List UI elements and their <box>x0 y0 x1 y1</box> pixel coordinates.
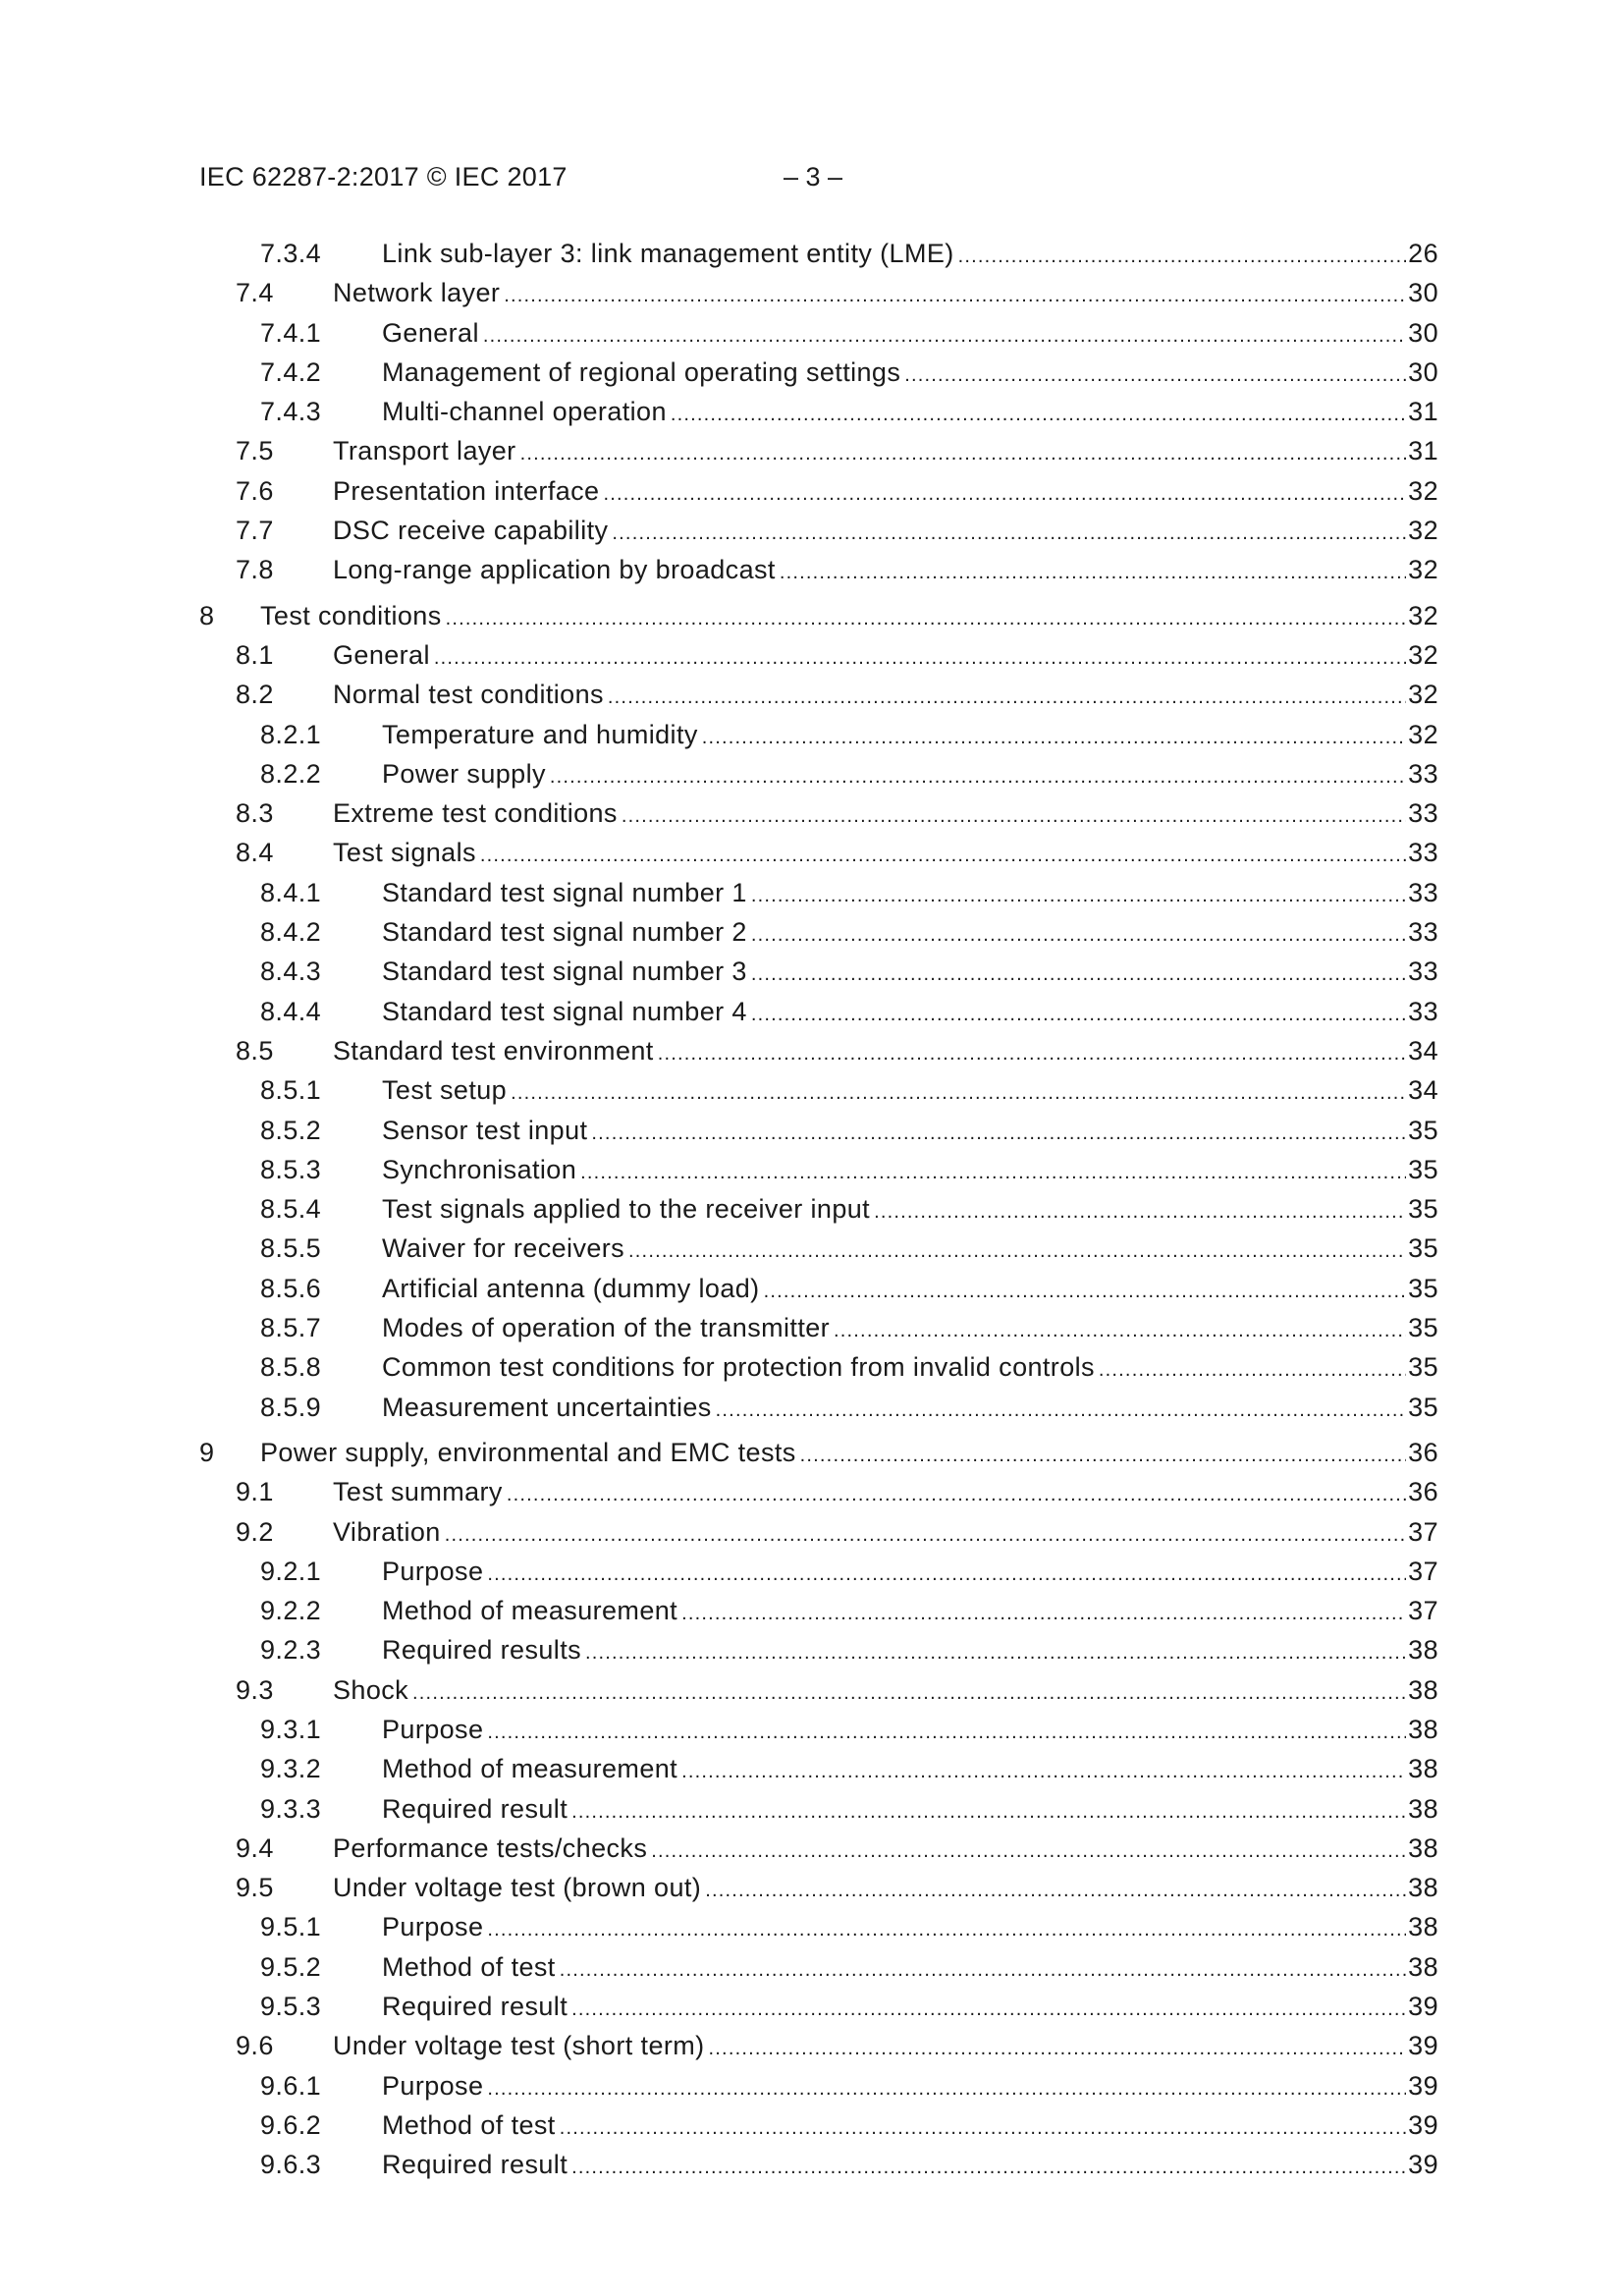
toc-entry[interactable] <box>199 675 1438 714</box>
toc-entry[interactable] <box>199 1388 1438 1427</box>
dot-leader <box>603 474 1406 514</box>
page-header <box>199 157 1436 196</box>
dot-leader <box>681 1752 1406 1791</box>
toc-entry-title: Method of test <box>382 1951 556 1982</box>
dot-leader <box>709 2029 1407 2068</box>
toc-entry-title: Performance tests/checks <box>333 1832 648 1863</box>
toc-entry-number: 8.2.1 <box>260 719 322 749</box>
toc-entry-number: 8.2 <box>236 680 274 710</box>
toc-entry-number: 8.5.1 <box>260 1075 322 1106</box>
toc-entry-title: Vibration <box>333 1516 441 1547</box>
toc-entry-number: 8.5.9 <box>260 1392 322 1422</box>
toc-entry-page: 33 <box>1408 798 1438 829</box>
toc-entry[interactable] <box>199 833 1438 872</box>
dot-leader <box>571 2148 1406 2187</box>
dot-leader <box>580 1153 1406 1192</box>
toc-entry-title: Test signals <box>333 838 476 868</box>
toc-entry-title: Multi-channel operation <box>382 397 667 427</box>
dot-leader <box>705 1871 1406 1910</box>
toc-entry[interactable] <box>199 873 1438 912</box>
toc-entry[interactable] <box>199 2105 1438 2145</box>
dot-leader <box>612 514 1406 553</box>
toc-entry-number: 8.5.5 <box>260 1233 322 1264</box>
toc-entry-page: 36 <box>1408 1477 1438 1507</box>
dot-leader <box>622 796 1406 836</box>
document-identifier: IEC 62287-2:2017 © IEC 2017 <box>199 162 568 191</box>
toc-entry[interactable] <box>199 1150 1438 1189</box>
toc-entry-number: 9.3.2 <box>260 1754 322 1784</box>
toc-entry-title: General <box>382 317 479 348</box>
toc-entry-page: 36 <box>1408 1437 1438 1467</box>
toc-entry-title: Management of regional operating settings <box>382 356 901 387</box>
toc-entry-title: Purpose <box>382 1912 484 1942</box>
toc-entry-page: 35 <box>1408 1115 1438 1145</box>
toc-entry[interactable] <box>199 1189 1438 1229</box>
toc-entry-page: 37 <box>1408 1556 1438 1586</box>
dot-leader <box>671 395 1406 434</box>
toc-entry-page: 37 <box>1408 1516 1438 1547</box>
toc-entry-page: 39 <box>1408 2150 1438 2180</box>
toc-entry[interactable] <box>199 1710 1438 1749</box>
dot-leader <box>608 678 1406 717</box>
dot-leader <box>751 915 1406 955</box>
toc-entry-number: 8.2.2 <box>260 758 322 789</box>
toc-entry-number: 9.5.2 <box>260 1951 322 1982</box>
toc-entry[interactable] <box>199 1433 1438 1472</box>
toc-entry-title: Method of measurement <box>382 1596 678 1626</box>
toc-entry[interactable] <box>199 912 1438 952</box>
toc-entry-page: 38 <box>1408 1951 1438 1982</box>
toc-entry-number: 8.4.4 <box>260 996 322 1026</box>
toc-entry[interactable] <box>199 353 1438 392</box>
toc-entry-number: 8 <box>199 600 215 630</box>
dot-leader <box>487 1713 1406 1752</box>
toc-entry[interactable] <box>199 511 1438 550</box>
toc-entry[interactable] <box>199 1472 1438 1511</box>
toc-entry-page: 31 <box>1408 436 1438 466</box>
toc-entry-title: Purpose <box>382 1714 484 1744</box>
toc-entry-number: 9 <box>199 1437 215 1467</box>
toc-entry-title: Sensor test input <box>382 1115 588 1145</box>
toc-entry-number: 9.5 <box>236 1873 274 1903</box>
toc-entry[interactable] <box>199 234 1438 273</box>
toc-entry-page: 32 <box>1408 600 1438 630</box>
dot-leader <box>446 599 1407 638</box>
toc-entry-title: Common test conditions for protection from invalid controls <box>382 1352 1095 1383</box>
toc-entry[interactable] <box>199 715 1438 754</box>
toc-entry-number: 8.5.3 <box>260 1154 322 1184</box>
toc-entry-number: 9.1 <box>236 1477 274 1507</box>
toc-entry-title: Required result <box>382 1793 568 1824</box>
dot-leader <box>560 1950 1406 1990</box>
toc-entry-page: 35 <box>1408 1352 1438 1383</box>
toc-entry-title: Power supply <box>382 758 546 789</box>
toc-entry-page: 33 <box>1408 877 1438 907</box>
toc-entry-page: 32 <box>1408 475 1438 506</box>
toc-entry[interactable] <box>199 2145 1438 2184</box>
toc-entry-number: 9.3.1 <box>260 1714 322 1744</box>
toc-entry[interactable] <box>199 1630 1438 1669</box>
toc-entry-number: 9.2.2 <box>260 1596 322 1626</box>
toc-entry-page: 37 <box>1408 1596 1438 1626</box>
toc-entry-page: 38 <box>1408 1635 1438 1666</box>
toc-entry-title: Required results <box>382 1635 581 1666</box>
toc-entry-number: 8.5.2 <box>260 1115 322 1145</box>
dot-leader <box>550 757 1406 796</box>
toc-entry-page: 38 <box>1408 1754 1438 1784</box>
toc-entry[interactable] <box>199 1789 1438 1829</box>
toc-entry[interactable] <box>199 273 1438 312</box>
toc-entry-page: 35 <box>1408 1273 1438 1303</box>
toc-entry[interactable] <box>199 1907 1438 1946</box>
toc-entry-number: 7.3.4 <box>260 239 322 268</box>
toc-entry-title: Transport layer <box>333 436 516 466</box>
toc-entry-title: Test summary <box>333 1477 503 1507</box>
toc-entry-page: 39 <box>1408 2109 1438 2140</box>
toc-entry-page: 39 <box>1408 2031 1438 2061</box>
dot-leader <box>434 638 1406 678</box>
toc-entry[interactable] <box>199 313 1438 353</box>
toc-entry-number: 7.7 <box>236 516 274 546</box>
dot-leader <box>800 1436 1407 1475</box>
toc-entry-title: Normal test conditions <box>333 680 604 710</box>
toc-entry-number: 7.4.2 <box>260 356 322 387</box>
toc-entry[interactable] <box>199 1591 1438 1630</box>
toc-entry[interactable] <box>199 1070 1438 1110</box>
dot-leader <box>487 1910 1406 1949</box>
toc-entry-number: 8.5.7 <box>260 1313 322 1343</box>
dot-leader <box>487 1555 1406 1594</box>
toc-entry-number: 9.4 <box>236 1832 274 1863</box>
toc-entry[interactable] <box>199 1987 1438 2026</box>
toc-entry-page: 38 <box>1408 1873 1438 1903</box>
toc-entry-title: General <box>333 639 430 670</box>
dot-leader <box>560 2108 1406 2148</box>
toc-entry-number: 8.4.3 <box>260 957 322 987</box>
toc-entry-title: Temperature and humidity <box>382 719 698 749</box>
toc-entry-number: 9.5.3 <box>260 1992 322 2022</box>
toc-entry-number: 7.6 <box>236 475 274 506</box>
toc-entry-number: 8.3 <box>236 798 274 829</box>
toc-entry-number: 9.2.3 <box>260 1635 322 1666</box>
dot-leader <box>412 1673 1406 1713</box>
dot-leader <box>585 1633 1406 1672</box>
toc-entry-number: 9.6.2 <box>260 2109 322 2140</box>
page-number: – 3 – <box>784 162 843 191</box>
dot-leader <box>571 1792 1406 1831</box>
toc-entry-number: 9.3 <box>236 1674 274 1705</box>
toc-entry-number: 7.4.1 <box>260 317 322 348</box>
toc-entry-page: 32 <box>1408 555 1438 585</box>
toc-entry-number: 9.6.1 <box>260 2070 322 2101</box>
dot-leader <box>483 316 1406 355</box>
toc-entry-number: 9.6.3 <box>260 2150 322 2180</box>
dot-leader <box>716 1391 1406 1430</box>
toc-entry-number: 9.2.1 <box>260 1556 322 1586</box>
dot-leader <box>571 1990 1406 2029</box>
toc-entry-title: Extreme test conditions <box>333 798 618 829</box>
toc-entry[interactable] <box>199 1552 1438 1591</box>
toc-entry-title: Standard test signal number 4 <box>382 996 747 1026</box>
toc-entry-page: 32 <box>1408 680 1438 710</box>
toc-entry[interactable] <box>199 1308 1438 1347</box>
toc-entry-title: Synchronisation <box>382 1154 577 1184</box>
dot-leader <box>511 1073 1406 1113</box>
toc-entry-page: 35 <box>1408 1392 1438 1422</box>
dot-leader <box>487 2069 1406 2108</box>
toc-entry-number: 8.5 <box>236 1035 274 1066</box>
toc-entry-title: Shock <box>333 1674 409 1705</box>
toc-entry[interactable] <box>199 754 1438 793</box>
dot-leader <box>751 995 1406 1034</box>
toc-entry-title: Power supply, environmental and EMC tests <box>260 1437 796 1467</box>
toc-entry[interactable] <box>199 1670 1438 1710</box>
table-of-contents <box>199 234 1438 2185</box>
toc-entry[interactable] <box>199 952 1438 991</box>
dot-leader <box>507 1475 1406 1514</box>
toc-entry-page: 30 <box>1408 317 1438 348</box>
toc-entry-page: 38 <box>1408 1793 1438 1824</box>
dot-leader <box>445 1515 1406 1555</box>
toc-entry-title: Waiver for receivers <box>382 1233 625 1264</box>
toc-entry-title: Test setup <box>382 1075 508 1106</box>
dot-leader <box>780 553 1406 592</box>
toc-entry-page: 33 <box>1408 758 1438 789</box>
toc-entry-page: 35 <box>1408 1194 1438 1225</box>
toc-entry-title: Test signals applied to the receiver input <box>382 1194 871 1225</box>
toc-entry-page: 35 <box>1408 1313 1438 1343</box>
toc-entry-number: 8.5.4 <box>260 1194 322 1225</box>
toc-entry-page: 38 <box>1408 1832 1438 1863</box>
toc-entry-page: 33 <box>1408 996 1438 1026</box>
toc-entry-title: Method of measurement <box>382 1754 678 1784</box>
toc-entry[interactable] <box>199 2026 1438 2065</box>
dot-leader <box>628 1231 1406 1271</box>
dot-leader <box>520 434 1407 473</box>
toc-entry[interactable] <box>199 992 1438 1031</box>
toc-entry-page: 32 <box>1408 719 1438 749</box>
dot-leader <box>504 276 1406 315</box>
toc-entry-number: 9.6 <box>236 2031 274 2061</box>
toc-entry-page: 38 <box>1408 1912 1438 1942</box>
dot-leader <box>751 876 1406 915</box>
toc-entry[interactable] <box>199 1031 1438 1070</box>
toc-entry-title: Purpose <box>382 1556 484 1586</box>
toc-entry-page: 38 <box>1408 1714 1438 1744</box>
toc-entry-title: Under voltage test (short term) <box>333 2031 705 2061</box>
toc-entry[interactable] <box>199 1229 1438 1268</box>
toc-entry-page: 35 <box>1408 1233 1438 1264</box>
toc-entry[interactable] <box>199 1111 1438 1150</box>
toc-entry-title: Modes of operation of the transmitter <box>382 1313 831 1343</box>
toc-entry-title: Standard test signal number 3 <box>382 957 747 987</box>
toc-entry-number: 9.3.3 <box>260 1793 322 1824</box>
toc-entry-page: 34 <box>1408 1075 1438 1106</box>
toc-entry-title: Network layer <box>333 278 501 308</box>
toc-entry-number: 7.4 <box>236 278 274 308</box>
dot-leader <box>681 1594 1406 1633</box>
toc-entry-title: Link sub-layer 3: link management entity (LME) <box>382 239 954 268</box>
dot-leader <box>480 836 1406 875</box>
toc-entry-number: 9.2 <box>236 1516 274 1547</box>
toc-entry-title: Standard test signal number 2 <box>382 917 747 948</box>
toc-entry[interactable] <box>199 431 1438 470</box>
toc-entry-title: Test conditions <box>260 600 442 630</box>
toc-entry-title: Artificial antenna (dummy load) <box>382 1273 760 1303</box>
toc-entry[interactable] <box>199 1947 1438 1987</box>
toc-entry[interactable] <box>199 471 1438 511</box>
toc-entry[interactable] <box>199 1347 1438 1387</box>
toc-entry-page: 39 <box>1408 2070 1438 2101</box>
toc-entry-page: 30 <box>1408 356 1438 387</box>
toc-entry-page: 35 <box>1408 1154 1438 1184</box>
toc-entry-page: 33 <box>1408 917 1438 948</box>
toc-entry-title: Standard test signal number 1 <box>382 877 747 907</box>
toc-entry-title: Under voltage test (brown out) <box>333 1873 702 1903</box>
toc-entry[interactable] <box>199 2066 1438 2105</box>
toc-entry-page: 31 <box>1408 397 1438 427</box>
toc-entry[interactable] <box>199 1512 1438 1552</box>
toc-entry-page: 30 <box>1408 278 1438 308</box>
toc-entry[interactable] <box>199 635 1438 675</box>
toc-entry-page: 38 <box>1408 1674 1438 1705</box>
toc-entry-page: 33 <box>1408 957 1438 987</box>
toc-entry-number: 8.1 <box>236 639 274 670</box>
toc-entry-page: 39 <box>1408 1992 1438 2022</box>
toc-entry-page: 32 <box>1408 639 1438 670</box>
dot-leader <box>651 1831 1406 1871</box>
dot-leader <box>1099 1350 1406 1390</box>
toc-entry-number: 9.5.1 <box>260 1912 322 1942</box>
dot-leader <box>958 237 1407 276</box>
toc-entry-page: 32 <box>1408 516 1438 546</box>
toc-entry-title: Required result <box>382 1992 568 2022</box>
toc-entry-page: 34 <box>1408 1035 1438 1066</box>
toc-entry[interactable] <box>199 1749 1438 1788</box>
toc-entry-page: 33 <box>1408 838 1438 868</box>
toc-entry[interactable] <box>199 1269 1438 1308</box>
toc-entry-title: Long-range application by broadcast <box>333 555 776 585</box>
dot-leader <box>591 1114 1406 1153</box>
toc-entry-title: Required result <box>382 2150 568 2180</box>
toc-entry[interactable] <box>199 1829 1438 1868</box>
toc-entry-title: Method of test <box>382 2109 556 2140</box>
toc-entry[interactable] <box>199 550 1438 589</box>
toc-entry-number: 8.4.1 <box>260 877 322 907</box>
dot-leader <box>702 718 1406 757</box>
toc-entry-number: 7.5 <box>236 436 274 466</box>
dot-leader <box>751 955 1406 994</box>
dot-leader <box>874 1192 1406 1231</box>
toc-entry-number: 7.4.3 <box>260 397 322 427</box>
toc-entry[interactable] <box>199 1868 1438 1907</box>
toc-entry-number: 8.4.2 <box>260 917 322 948</box>
toc-entry-number: 8.5.8 <box>260 1352 322 1383</box>
toc-entry[interactable] <box>199 392 1438 431</box>
toc-entry[interactable] <box>199 793 1438 833</box>
toc-entry-number: 8.5.6 <box>260 1273 322 1303</box>
toc-entry-page: 26 <box>1408 239 1438 268</box>
toc-entry-title: DSC receive capability <box>333 516 609 546</box>
dot-leader <box>764 1272 1407 1311</box>
dot-leader <box>904 355 1406 395</box>
toc-entry-number: 7.8 <box>236 555 274 585</box>
dot-leader <box>658 1034 1406 1073</box>
toc-entry-number: 8.4 <box>236 838 274 868</box>
toc-entry-title: Presentation interface <box>333 475 600 506</box>
toc-entry[interactable] <box>199 596 1438 635</box>
toc-entry-title: Standard test environment <box>333 1035 654 1066</box>
toc-entry-title: Measurement uncertainties <box>382 1392 712 1422</box>
dot-leader <box>834 1311 1406 1350</box>
toc-entry-title: Purpose <box>382 2070 484 2101</box>
